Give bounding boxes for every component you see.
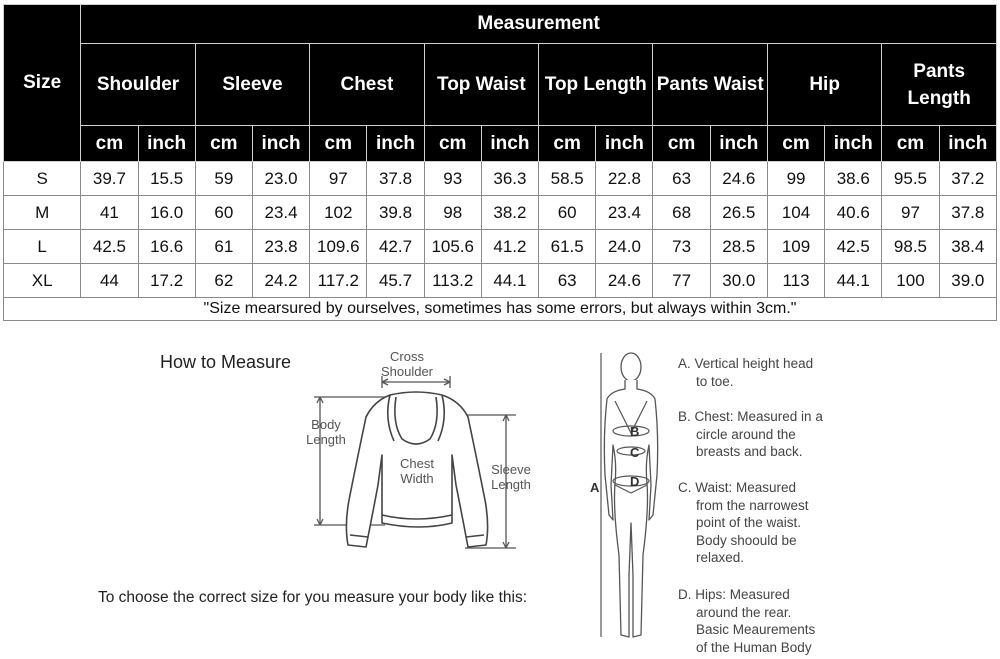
value-cell: 97: [882, 196, 939, 230]
column-group-header: Pants Waist: [653, 44, 767, 126]
how-to-measure-title: How to Measure: [160, 352, 292, 372]
unit-header: cm: [310, 126, 367, 162]
value-cell: 58.5: [539, 162, 596, 196]
value-cell: 44: [81, 264, 138, 298]
value-cell: 105.6: [424, 230, 481, 264]
value-cell: 95.5: [882, 162, 939, 196]
value-cell: 61: [195, 230, 252, 264]
unit-header: inch: [939, 126, 996, 162]
unit-header: inch: [367, 126, 424, 162]
value-cell: 42.5: [81, 230, 138, 264]
value-cell: 102: [310, 196, 367, 230]
marker-a: A: [590, 480, 600, 495]
value-cell: 44.1: [825, 264, 882, 298]
column-group-header: Shoulder: [81, 44, 195, 126]
note-a: A. Vertical height head to toe.: [678, 356, 814, 389]
value-cell: 39.7: [81, 162, 138, 196]
value-cell: 97: [310, 162, 367, 196]
size-cell: S: [4, 162, 81, 196]
value-cell: 23.4: [252, 196, 309, 230]
table-row: [4, 264, 997, 298]
value-cell: 37.2: [939, 162, 996, 196]
value-cell: 104: [767, 196, 824, 230]
sleeve-length-label: Sleeve Length: [491, 462, 531, 492]
value-cell: 28.5: [710, 230, 767, 264]
value-cell: 63: [653, 162, 710, 196]
value-cell: 77: [653, 264, 710, 298]
value-cell: 68: [653, 196, 710, 230]
value-cell: 17.2: [138, 264, 195, 298]
table-row: [4, 162, 997, 196]
value-cell: 61.5: [539, 230, 596, 264]
value-cell: 23.0: [252, 162, 309, 196]
value-cell: 42.7: [367, 230, 424, 264]
column-group-header: Top Waist: [424, 44, 538, 126]
value-cell: 39.0: [939, 264, 996, 298]
value-cell: 23.8: [252, 230, 309, 264]
value-cell: 24.0: [596, 230, 653, 264]
table-row: [4, 196, 997, 230]
unit-header: cm: [424, 126, 481, 162]
value-cell: 62: [195, 264, 252, 298]
value-cell: 113: [767, 264, 824, 298]
value-cell: 117.2: [310, 264, 367, 298]
value-cell: 98: [424, 196, 481, 230]
unit-header: inch: [710, 126, 767, 162]
value-cell: 41.2: [481, 230, 538, 264]
note-c: C. Waist: Measured from the narrowest point of the waist. Body shoould be relaxed.: [678, 480, 809, 565]
unit-header: cm: [767, 126, 824, 162]
marker-c: C: [630, 445, 640, 460]
value-cell: 98.5: [882, 230, 939, 264]
value-cell: 23.4: [596, 196, 653, 230]
unit-header: cm: [81, 126, 138, 162]
value-cell: 45.7: [367, 264, 424, 298]
note-d: D. Hips: Measured around the rear. Basic Meaurements of the Human Body: [678, 587, 816, 655]
value-cell: 37.8: [367, 162, 424, 196]
measurement-header: Measurement: [81, 5, 997, 44]
unit-header: cm: [653, 126, 710, 162]
value-cell: 38.4: [939, 230, 996, 264]
value-cell: 113.2: [424, 264, 481, 298]
unit-header: cm: [539, 126, 596, 162]
size-cell: L: [4, 230, 81, 264]
value-cell: 24.6: [596, 264, 653, 298]
column-group-header: Sleeve: [195, 44, 309, 126]
value-cell: 16.0: [138, 196, 195, 230]
marker-b: B: [630, 424, 640, 439]
value-cell: 41: [81, 196, 138, 230]
size-column-header: Size: [4, 5, 81, 162]
value-cell: 16.6: [138, 230, 195, 264]
value-cell: 42.5: [825, 230, 882, 264]
value-cell: 37.8: [939, 196, 996, 230]
value-cell: 44.1: [481, 264, 538, 298]
column-group-header: Hip: [767, 44, 881, 126]
unit-header: inch: [825, 126, 882, 162]
value-cell: 109.6: [310, 230, 367, 264]
value-cell: 36.3: [481, 162, 538, 196]
value-cell: 26.5: [710, 196, 767, 230]
unit-header: inch: [138, 126, 195, 162]
value-cell: 59: [195, 162, 252, 196]
value-cell: 109: [767, 230, 824, 264]
body-length-label: Body Length: [306, 417, 346, 447]
value-cell: 60: [539, 196, 596, 230]
table-note: "Size mearsured by ourselves, sometimes has some errors, but always within 3cm.": [4, 298, 997, 321]
table-row: [4, 230, 997, 264]
value-cell: 100: [882, 264, 939, 298]
column-group-header: Top Length: [539, 44, 653, 126]
value-cell: 24.6: [710, 162, 767, 196]
value-cell: 38.2: [481, 196, 538, 230]
unit-header: cm: [882, 126, 939, 162]
marker-d: D: [630, 474, 640, 489]
value-cell: 60: [195, 196, 252, 230]
value-cell: 15.5: [138, 162, 195, 196]
unit-header: cm: [195, 126, 252, 162]
unit-header: inch: [481, 126, 538, 162]
column-group-header: Pants Length: [882, 44, 997, 126]
body-figure: [585, 345, 675, 645]
value-cell: 73: [653, 230, 710, 264]
value-cell: 38.6: [825, 162, 882, 196]
value-cell: 22.8: [596, 162, 653, 196]
size-cell: M: [4, 196, 81, 230]
value-cell: 39.8: [367, 196, 424, 230]
value-cell: 40.6: [825, 196, 882, 230]
size-cell: XL: [4, 264, 81, 298]
cross-shoulder-label: Cross Shoulder: [380, 349, 434, 379]
column-group-header: Chest: [310, 44, 424, 126]
value-cell: 30.0: [710, 264, 767, 298]
value-cell: 93: [424, 162, 481, 196]
note-b: B. Chest: Measured in a circle around the breasts and back.: [678, 409, 823, 459]
value-cell: 63: [539, 264, 596, 298]
value-cell: 24.2: [252, 264, 309, 298]
size-chart-table: [3, 4, 997, 321]
measure-instruction: To choose the correct size for you measure your body like this:: [98, 589, 528, 606]
unit-header: inch: [596, 126, 653, 162]
chest-width-label: Chest Width: [400, 456, 434, 486]
value-cell: 99: [767, 162, 824, 196]
unit-header: inch: [252, 126, 309, 162]
